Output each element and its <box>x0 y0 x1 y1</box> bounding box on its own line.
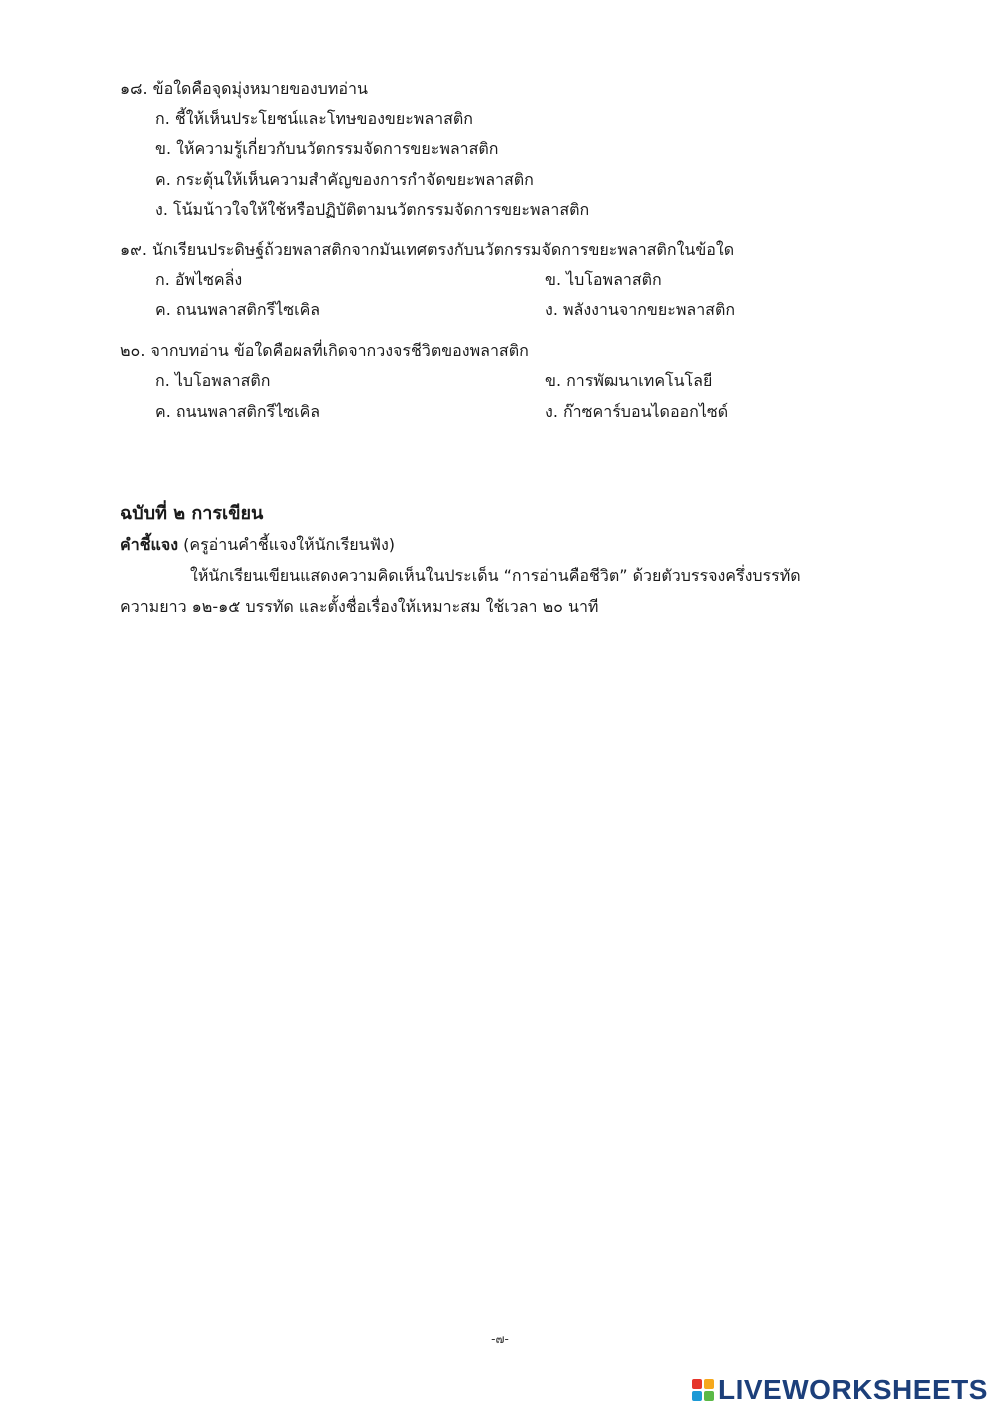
page-number: -๗- <box>491 1332 509 1346</box>
instruction <box>120 535 395 555</box>
instruction-label: คำชี้แจง <box>120 535 179 554</box>
question-20-option-c: ค. ถนนพลาสติกรีไซเคิล <box>155 402 321 421</box>
question-18-option-d: ง. โน้มน้าวใจให้ใช้หรือปฏิบัติตามนวัตกรรมจัดการขยะพลาสติก <box>155 200 590 219</box>
question-18-option-a: ก. ชี้ให้เห็นประโยชน์และโทษของขยะพลาสติก <box>155 109 473 128</box>
liveworksheets-logo <box>692 1374 988 1406</box>
question-19-option-d: ง. พลังงานจากขยะพลาสติก <box>545 300 736 319</box>
question-19-option-c: ค. ถนนพลาสติกรีไซเคิล <box>155 300 321 319</box>
question-20-option-b: ข. การพัฒนาเทคโนโลยี <box>545 371 713 390</box>
instruction-paragraph-line2: ความยาว ๑๒-๑๕ บรรทัด และตั้งชื่อเรื่องให้เหมาะสม ใช้เวลา ๒๐ นาที <box>120 597 599 616</box>
question-20-option-d: ง. ก๊าซคาร์บอนไดออกไซด์ <box>545 402 729 421</box>
section-title: ฉบับที่ ๒ การเขียน <box>120 503 264 524</box>
question-19-option-b: ข. ไบโอพลาสติก <box>545 270 662 289</box>
liveworksheets-logo-text: LIVEWORKSHEETS <box>718 1374 988 1405</box>
question-20-stem: ๒๐. จากบทอ่าน ข้อใดคือผลที่เกิดจากวงจรชีวิตของพลาสติก <box>120 341 529 360</box>
question-18-option-b: ข. ให้ความรู้เกี่ยวกับนวัตกรรมจัดการขยะพลาสติก <box>155 139 499 158</box>
question-19-stem: ๑๙. นักเรียนประดิษฐ์ถ้วยพลาสติกจากมันเทศตรงกับนวัตกรรมจัดการขยะพลาสติกในข้อใด <box>120 240 735 259</box>
question-18-option-c: ค. กระตุ้นให้เห็นความสำคัญของการกำจัดขยะพลาสติก <box>155 170 534 189</box>
question-20-option-a: ก. ไบโอพลาสติก <box>155 371 271 390</box>
liveworksheets-logo-icon <box>692 1379 714 1401</box>
instruction-note: (ครูอ่านคำชี้แจงให้นักเรียนฟัง) <box>178 535 395 554</box>
instruction-paragraph-line1: ให้นักเรียนเขียนแสดงความคิดเห็นในประเด็น “การอ่านคือชีวิต” ด้วยตัวบรรจงครึ่งบรรทัด <box>190 566 801 585</box>
question-18-stem: ๑๘. ข้อใดคือจุดมุ่งหมายของบทอ่าน <box>120 79 368 98</box>
question-19-option-a: ก. อัพไซคลิ่ง <box>155 270 243 289</box>
